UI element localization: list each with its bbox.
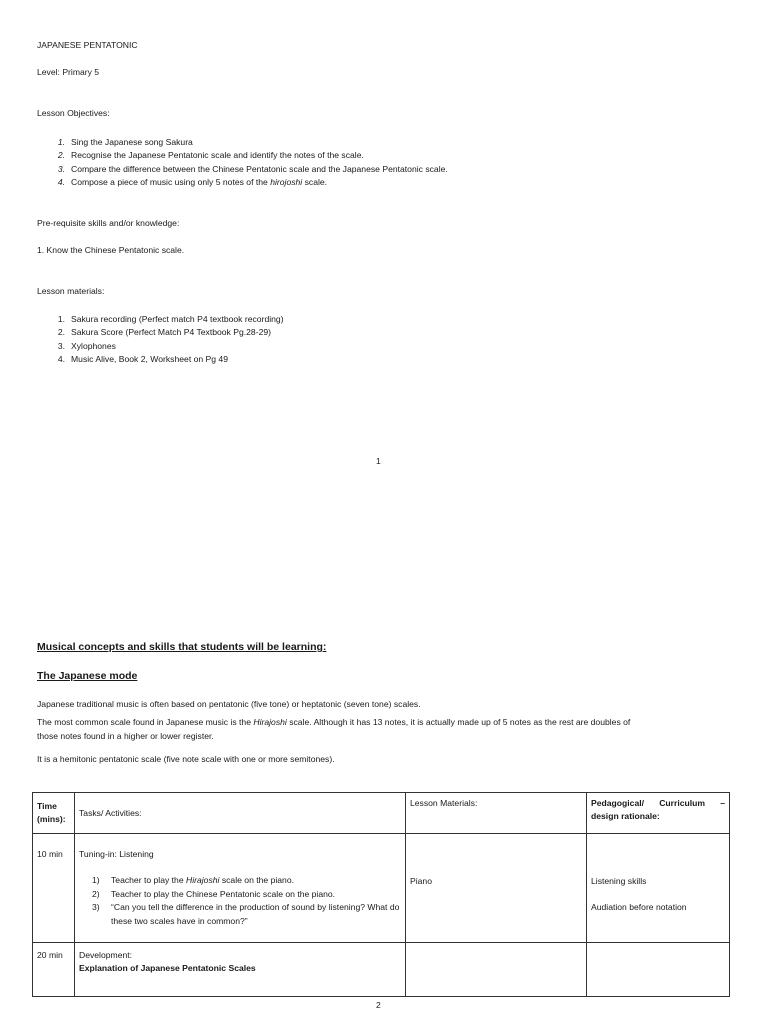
header-materials: Lesson Materials: [406, 793, 587, 834]
paragraph: The most common scale found in Japanese music is the Hirajoshi scale. Although it has 13 notes, it is actually made up of 5 notes as the rest are doubles of [37, 717, 631, 727]
prereq-item: 1. Know the Chinese Pentatonic scale. [37, 245, 185, 255]
header-rationale: Pedagogical/ Curriculum – design rationale: [587, 793, 730, 834]
mode-heading: The Japanese mode [37, 670, 138, 682]
level-line: Level: Primary 5 [37, 67, 100, 77]
list-item: 2) Teacher to play the Chinese Pentatonic scale on the piano. [92, 888, 336, 899]
paragraph: Japanese traditional music is often based on pentatonic (five tone) or heptatonic (seven tone) scales. [37, 699, 421, 709]
task-list [79, 874, 401, 928]
page-number: 1 [376, 456, 381, 466]
materials-cell [406, 943, 587, 997]
concepts-heading: Musical concepts and skills that students will be learning: [37, 641, 327, 653]
page-number: 2 [376, 1000, 381, 1010]
tasks-cell [75, 943, 406, 997]
table-header-row [33, 793, 730, 834]
paragraph-continuation: those notes found in a higher or lower register. [37, 731, 214, 741]
time-cell: 20 min [33, 943, 75, 997]
task-subtitle: Explanation of Japanese Pentatonic Scales [79, 963, 256, 973]
header-tasks: Tasks/ Activities: [75, 793, 406, 834]
header-time: Time (mins): [33, 793, 75, 834]
paragraph: It is a hemitonic pentatonic scale (five note scale with one or more semitones). [37, 754, 335, 764]
prereq-heading: Pre-requisite skills and/or knowledge: [37, 218, 180, 228]
table-row [33, 943, 730, 997]
materials-cell: Piano [406, 834, 587, 943]
table-row [33, 834, 730, 943]
tasks-cell [75, 834, 406, 943]
rationale-cell: Listening skills Audiation before notation [587, 834, 730, 943]
list-item: 1) Teacher to play the Hirajoshi scale on the piano. [92, 875, 294, 885]
lesson-plan-table [32, 792, 730, 997]
rationale-cell [587, 943, 730, 997]
list-item: 3) “Can you tell the difference in the production of sound by listening? What do these two scales have in common?” [92, 902, 400, 926]
objectives-heading: Lesson Objectives: [37, 108, 110, 118]
task-title: Development: [79, 950, 133, 960]
time-cell: 10 min [33, 834, 75, 943]
materials-heading: Lesson materials: [37, 286, 105, 296]
document-title: JAPANESE PENTATONIC [37, 40, 138, 50]
task-title: Tuning-in: Listening [79, 849, 154, 859]
